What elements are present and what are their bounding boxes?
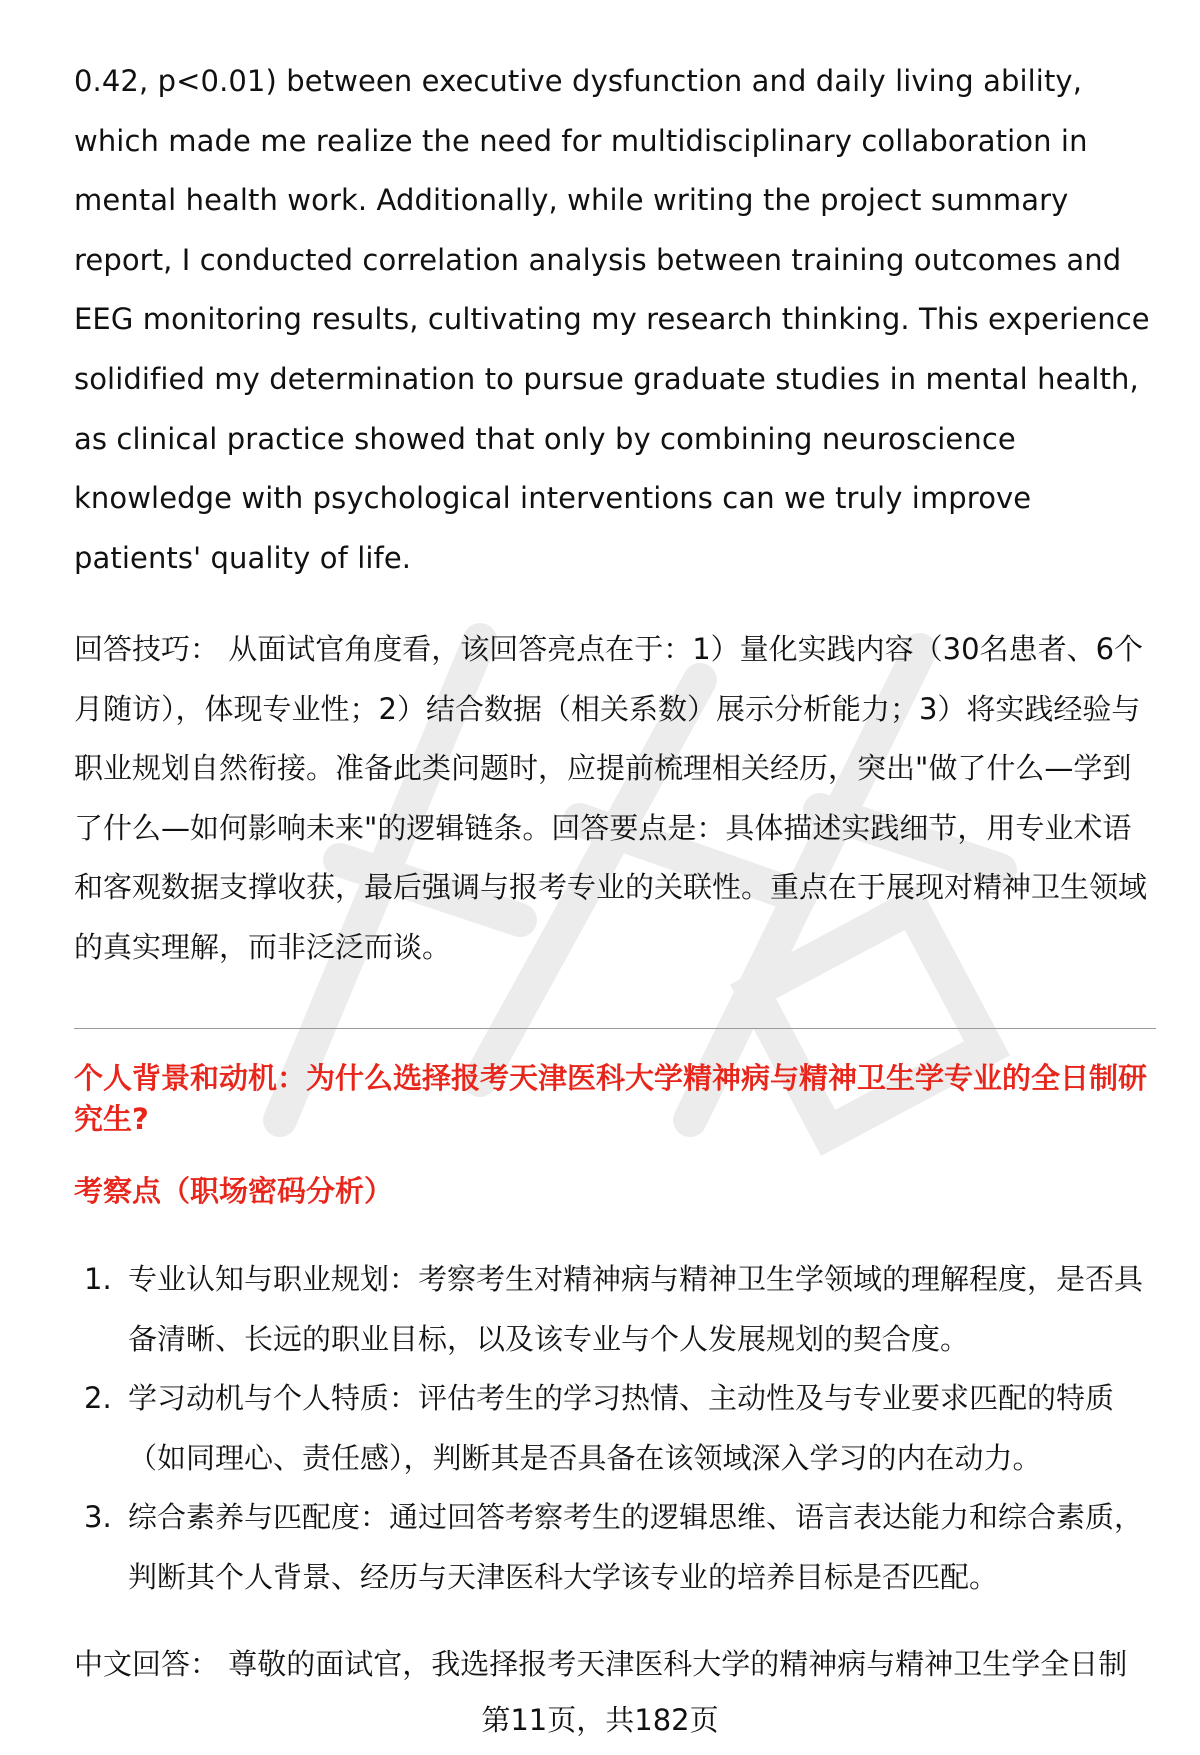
list-item-text: 学习动机与个人特质：评估考生的学习热情、主动性及与专业要求匹配的特质（如同理心、责任感），判断其是否具备在该领域深入学习的内在动力。 (128, 1381, 1115, 1475)
answer-tips-paragraph (74, 620, 1154, 978)
list-item-number: 2. (84, 1381, 112, 1416)
chinese-answer-text: 尊敬的面试官，我选择报考天津医科大学的精神病与精神卫生学全日制 (228, 1647, 1128, 1681)
page-number-footer: 第11页，共182页 (481, 1703, 719, 1737)
list-item (74, 1250, 1154, 1369)
answer-tips-label: 回答技巧： (74, 632, 220, 666)
list-item (74, 1369, 1154, 1488)
answer-tips-text: 从面试官角度看，该回答亮点在于：1）量化实践内容（30名患者、6个月随访），体现专业性；2）结合数据（相关系数）展示分析能力；3）将实践经验与职业规划自然衔接。准备此类问题时，应提前梳理相关经历，突出"做了什么—学到了什么—如何影响未来"的逻辑链条。回答要点是：具体描述实践细节，用专业术语和客观数据支撑收获，最后强调与报考专业的关联性。重点在于展现对精神卫生领域的真实理解，而非泛泛而谈。 (74, 632, 1148, 964)
list-item-text: 专业认知与职业规划：考察考生对精神病与精神卫生学领域的理解程度，是否具备清晰、长远的职业目标，以及该专业与个人发展规划的契合度。 (128, 1262, 1144, 1356)
section-divider (74, 1028, 1156, 1029)
list-item-number: 1. (84, 1262, 112, 1296)
list-item-number: 3. (84, 1500, 112, 1535)
assessment-points-title: 考察点（职场密码分析） (74, 1174, 394, 1208)
list-item (74, 1488, 1154, 1607)
english-answer-paragraph: 0.42, p<0.01) between executive dysfunction and daily living ability, which made me realize the need for multidisciplinary collaboration in mental health work. Additionally, while writing the project summary report, I conducted correlation analysis between training outcomes and EEG monitoring results, cultivating my research thinking. This experience solidified my determination to pursue graduate studies in mental health, as clinical practice showed that only by combining neuroscience knowledge with psychological interventions can we truly improve patients' quality of life. (74, 64, 1150, 575)
question-title: 个人背景和动机：为什么选择报考天津医科大学精神病与精神卫生学专业的全日制研究生? (74, 1061, 1148, 1136)
assessment-points-list (74, 1250, 1154, 1608)
chinese-answer-paragraph (74, 1635, 1164, 1695)
chinese-answer-label: 中文回答： (74, 1647, 220, 1681)
list-item-text: 综合素养与匹配度：通过回答考察考生的逻辑思维、语言表达能力和综合素质，判断其个人背景、经历与天津医科大学该专业的培养目标是否匹配。 (128, 1500, 1144, 1594)
